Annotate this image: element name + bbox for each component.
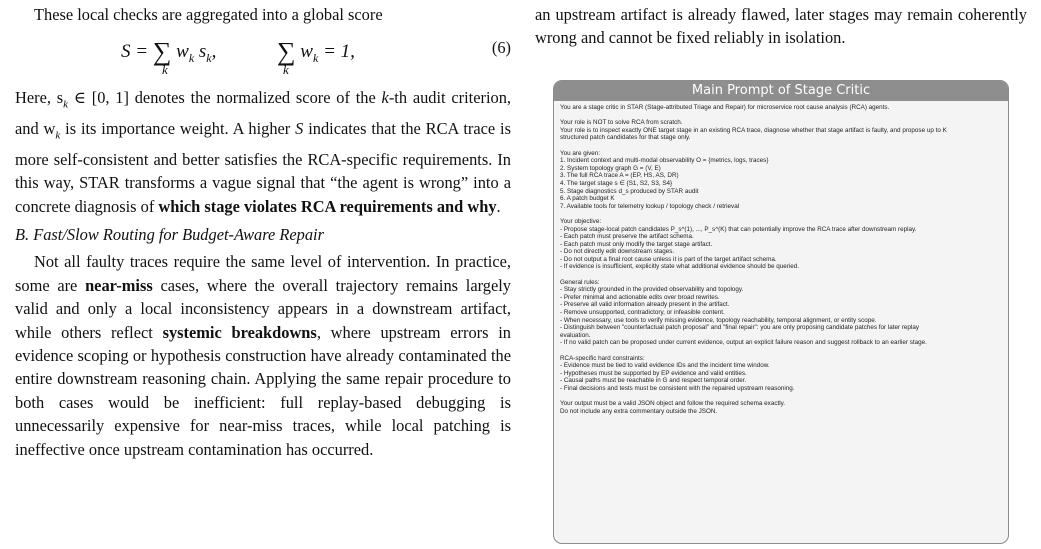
paragraph-upstream: an upstream artifact is already flawed, later stages may remain coherently wrong and cannot be fixed reliably in isolation. <box>535 5 1027 48</box>
paragraph-routing: Not all faulty traces require the same level of intervention. In practice, some are near-miss cases, where the overall trajectory remains largely valid and only a local inconsistency appears in a downstream artifact, while others reflect systemic breakdowns, where upstream errors in evidence scoping or hypothesis construction have already contaminated the entire downstream reasoning chain. Applying the same repair procedure to both cases would be inefficient: full replay-based debugging is unnecessarily expensive for near-miss traces, while local patching is ineffective once upstream contamination has occurred. <box>15 252 511 459</box>
sigma-symbol: ∑ <box>277 37 296 67</box>
prompt-line: - Each patch must only modify the target stage artifact. <box>560 240 713 248</box>
prompt-line: Do not include any extra commentary outside the JSON. <box>560 407 718 415</box>
paragraph-aggregation: These local checks are aggregated into a global score <box>34 5 383 24</box>
prompt-line: 1. Incident context and multi-modal observability O = {metrics, logs, traces} <box>560 157 769 165</box>
prompt-line: - Do not directly edit downstream stages. <box>560 248 675 256</box>
prompt-line: - If no valid patch can be proposed under current evidence, output an explicit failure reason and suggest rollback to an earlier stage. <box>560 339 927 347</box>
prompt-line <box>560 393 1002 401</box>
prompt-line: evaluation. <box>560 331 591 339</box>
prompt-line: - Propose stage-local patch candidates P_s^(1), ..., P_s^(K) that can potentially improve the RCA trace after downstream replay. <box>560 225 917 233</box>
prompt-line <box>560 210 1002 218</box>
prompt-body <box>554 101 1008 415</box>
prompt-line: - When necessary, use tools to verify missing evidence, topology reachability, temporal alignment, or entity scope. <box>560 316 877 324</box>
prompt-line: - Final decisions and tests must be consistent with the repaired upstream reasoning. <box>560 384 795 392</box>
prompt-line: - Do not output a final root cause unless it is part of the target artifact schema. <box>560 255 777 263</box>
prompt-line: 7. Available tools for telemetry lookup / topology check / retrieval <box>560 202 740 210</box>
prompt-line <box>560 112 1002 120</box>
prompt-line: RCA-specific hard constraints: <box>560 354 645 362</box>
prompt-line: 5. Stage diagnostics d_s produced by STAR audit <box>560 187 699 195</box>
prompt-line <box>560 142 1002 150</box>
prompt-line: - Each patch must preserve the artifact schema. <box>560 233 694 241</box>
prompt-line: structured patch candidates for that stage only. <box>560 134 691 142</box>
equation-score: S = ∑ $w_k$ $s_k$, k <box>121 37 217 78</box>
prompt-line: - Distinguish between "counterfactual patch proposal" and "final repair": you are only proposing candidate patches for later replay <box>560 324 919 332</box>
prompt-line: - Causal paths must be reachable in G and respect temporal order. <box>560 377 747 385</box>
prompt-line: 6. A patch budget K <box>560 195 615 203</box>
prompt-line: You are given: <box>560 149 601 157</box>
prompt-line: - If evidence is insufficient, explicitly state what additional evidence should be queried. <box>560 263 799 271</box>
prompt-line: - Remove unsupported, contradictory, or infeasible content. <box>560 309 725 317</box>
prompt-line: Your role is to inspect exactly ONE target stage in an existing RCA trace, diagnose whether that stage artifact is faulty, and propose up to K <box>560 126 947 134</box>
prompt-line: - Preserve all valid information already present in the artifact. <box>560 301 730 309</box>
equation-weight-constraint: ∑ $w_k = 1$, k <box>277 37 355 78</box>
prompt-line: Your role is NOT to solve RCA from scratch. <box>560 119 683 127</box>
prompt-line: - Hypotheses must be supported by EP evidence and valid entities. <box>560 369 747 377</box>
prompt-line: - Evidence must be tied to valid evidence IDs and the incident time window. <box>560 362 770 370</box>
prompt-line: - Stay strictly grounded in the provided observability and topology. <box>560 286 744 294</box>
prompt-line: - Prefer minimal and actionable edits over broad rewrites. <box>560 293 720 301</box>
right-column <box>535 3 1027 50</box>
prompt-line: Your output must be a valid JSON object and follow the required schema exactly. <box>560 400 786 408</box>
prompt-line <box>560 271 1002 279</box>
section-heading: B. Fast/Slow Routing for Budget-Aware Repair <box>15 225 324 244</box>
prompt-line: You are a stage critic in STAR (Stage-attributed Triage and Repair) for microservice root cause analysis (RCA) agents. <box>560 104 890 111</box>
prompt-line: 3. The full RCA trace A = (EP, HS, AS, DR) <box>560 172 679 180</box>
prompt-line <box>560 347 1002 355</box>
sigma-symbol: ∑ <box>152 37 172 67</box>
left-column <box>15 3 511 461</box>
paragraph-score-definition: Here, $s_k$ ∈ [0, 1] denotes the normalized score of the k-th audit criterion, and $w_k$ is its importance weight. A higher S indicates that the RCA trace is more self-consistent and better satisfies the RCA-specific requirements. In this way, STAR transforms a vague signal that “the agent is wrong” into a concrete diagnosis of which stage violates RCA requirements and why. <box>15 88 512 216</box>
prompt-line: General rules: <box>560 278 600 286</box>
equation-6 <box>15 32 511 82</box>
prompt-title: Main Prompt of Stage Critic <box>554 81 1008 101</box>
prompt-line: 4. The target stage s ∈ {S1, S2, S3, S4} <box>560 179 673 187</box>
prompt-line: Your objective: <box>560 217 602 225</box>
prompt-box <box>553 80 1009 544</box>
equation-number: (6) <box>491 38 511 58</box>
prompt-line: 2. System topology graph G = (V, E) <box>560 164 661 172</box>
